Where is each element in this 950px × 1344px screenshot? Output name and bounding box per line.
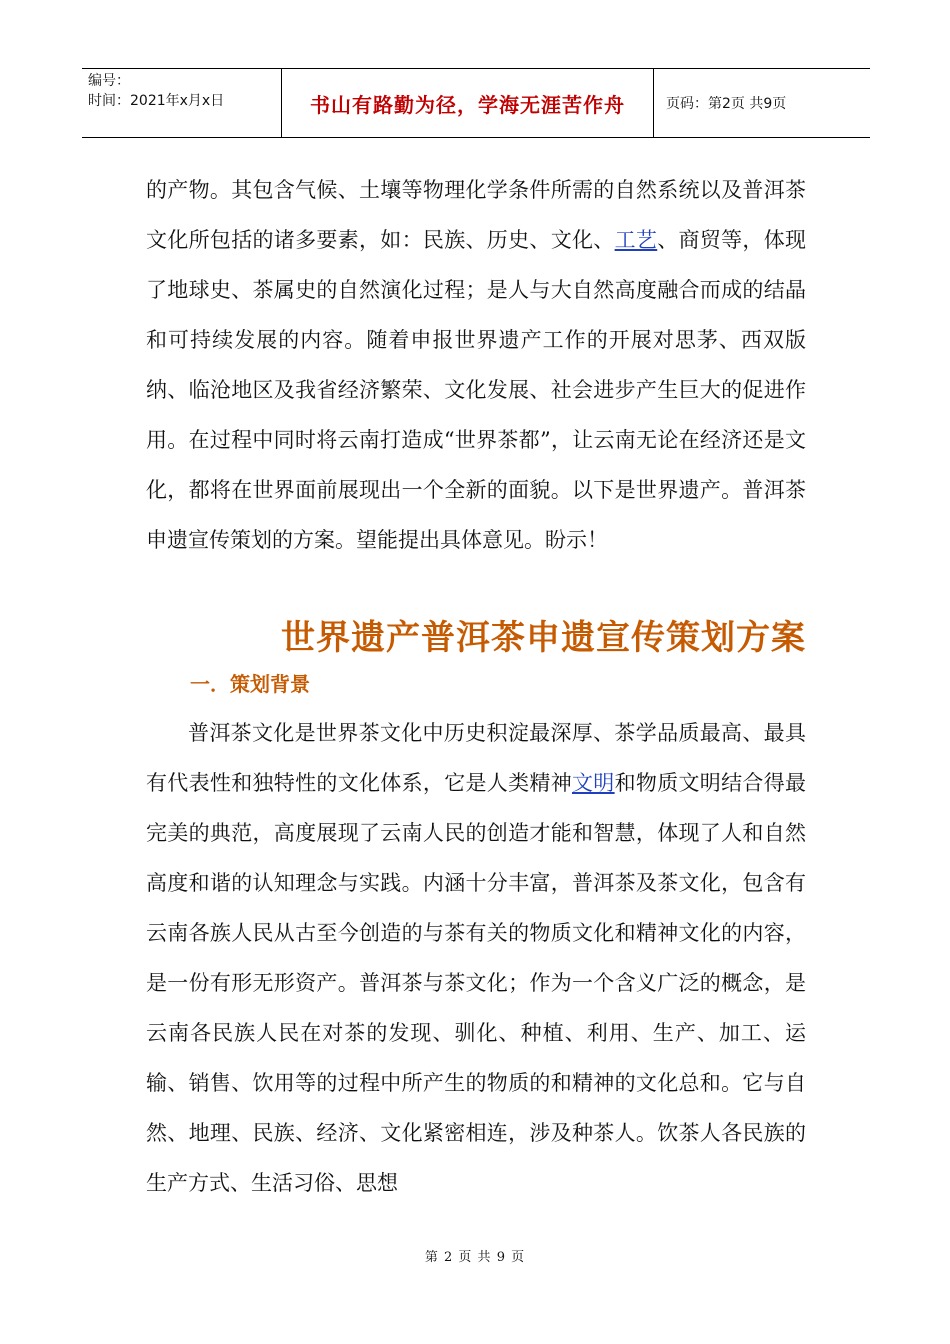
document-title: 世界遗产普洱茶申遗宣传策划方案 (281, 618, 806, 658)
intro-text-2: 、商贸等，体现了地球史、茶属史的自然演化过程；是人与大自然高度融合而成的结晶和可持续发展的内容。随着申报世界遗产工作的开展对思茅、西双版纳、临沧地区及我省经济繁荣、文化发展、社会进步产生巨大的促进作用。在过程中同时将云南打造成“世界茶都”，让云南无论在经济还是文化，都将在世界面前展现出一个全新的面貌。以下是世界遗产。普洱茶申遗宣传策划的方案。望能提出具体意见。盼示！ (146, 228, 807, 552)
section-text-1: 普洱茶文化是世界茶文化中历史积淀最深厚、茶学品质最高、最具有代表性和独特性的文化体系，它是人类精神 (146, 721, 806, 795)
header-motto-cell (282, 69, 654, 137)
page-footer: 第 2 页 共 9 页 (424, 1250, 526, 1265)
number-label: 编号： (88, 73, 130, 89)
header-table (82, 68, 870, 138)
intro-text-1: 的产物。其包含气候、土壤等物理化学条件所需的自然系统以及普洱茶文化所包括的诸多要素，如：民族、历史、文化、 (146, 178, 806, 252)
date-label: 时间：2021年x月x日 (88, 93, 225, 109)
page-info: 页码：第2页 共9页 (666, 96, 787, 112)
intro-paragraph (146, 165, 806, 565)
section-text-2: 和物质文明结合得最完美的典范，高度展现了云南人民的创造才能和智慧，体现了人和自然高度和谐的认知理念与实践。内涵十分丰富，普洱茶及茶文化，包含有云南各族人民从古至今创造的与茶有关的物质文化和精神文化的内容，是一份有形无形资产。普洱茶与茶文化；作为一个含义广泛的概念，是云南各民族人民在对茶的发现、驯化、种植、利用、生产、加工、运输、销售、饮用等的过程中所产生的物质的和精神的文化总和。它与自然、地理、民族、经济、文化紧密相连，涉及种茶人。饮茶人各民族的生产方式、生活习俗、思想 (146, 771, 807, 1195)
civilization-link[interactable]: 文明 (572, 771, 615, 795)
header-page-info (654, 69, 870, 137)
craft-link[interactable]: 工艺 (614, 228, 658, 252)
motto: 书山有路勤为径，学海无涯苦作舟 (310, 92, 625, 117)
section-heading: 一．策划背景 (190, 672, 310, 696)
header-meta (82, 69, 282, 137)
section-paragraph (146, 708, 806, 1208)
